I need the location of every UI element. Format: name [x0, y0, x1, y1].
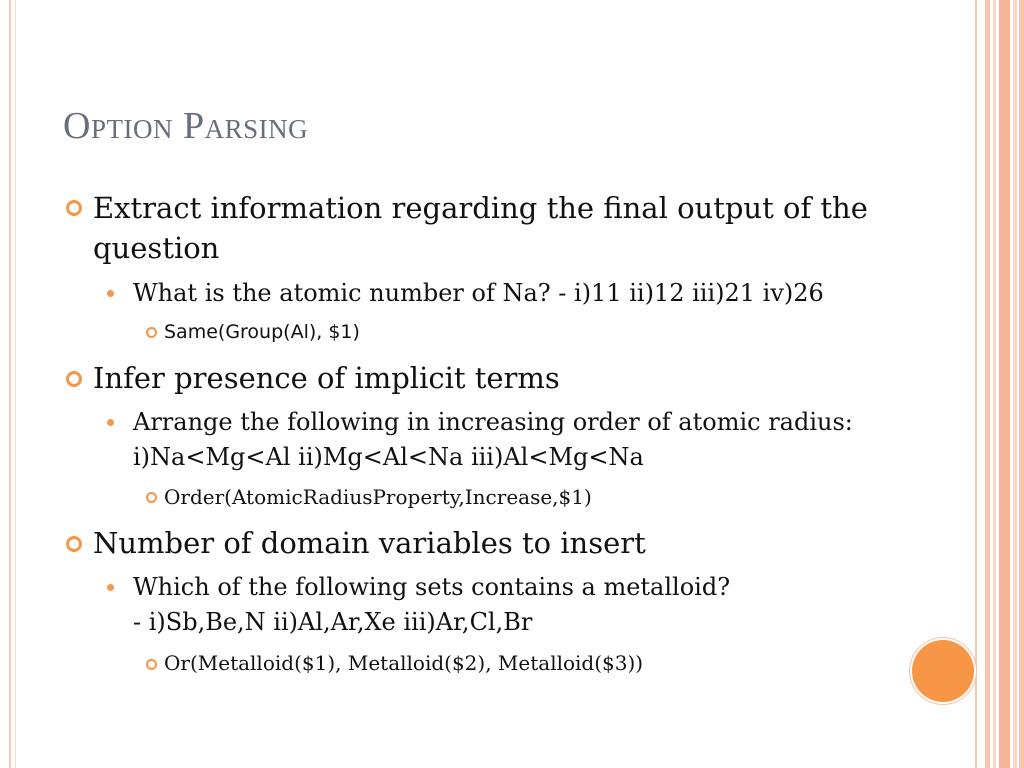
bullet-dot-icon [107, 290, 114, 297]
decorative-circle [912, 640, 974, 702]
bullet-ring-small-icon [146, 492, 157, 503]
right-stripe [999, 0, 1010, 768]
bullet-point-1: Extract information regarding the final output of the question [93, 191, 868, 265]
right-stripe [993, 0, 996, 768]
sub-detail-2: Order(AtomicRadiusProperty,Increase,$1) [164, 485, 592, 509]
bullet-dot-icon [107, 419, 114, 426]
bullet-point-2: Infer presence of implicit terms [93, 361, 560, 395]
bullet-ring-icon [66, 536, 82, 552]
sub-point-2: Arrange the following in increasing order of atomic radius: i)Na<Mg<Al ii)Mg<Al<Na iii)Al<Mg<Na [133, 408, 853, 471]
sub-point-1: What is the atomic number of Na? - i)11 ii)12 iii)21 iv)26 [133, 279, 824, 307]
bullet-ring-icon [66, 371, 82, 387]
left-border-rule-inner [15, 0, 16, 768]
sub-point-3-line-2: - i)Sb,Be,N ii)Al,Ar,Xe iii)Ar,Cl,Br [133, 608, 533, 636]
sub-point-3-line-1: Which of the following sets contains a metalloid? [133, 573, 731, 601]
right-border-rule [975, 0, 977, 768]
sub-detail-1: Same(Group(Al), $1) [164, 321, 360, 343]
left-border-rule [9, 0, 11, 768]
right-stripe [1019, 0, 1024, 768]
right-stripe [985, 0, 990, 768]
bullet-dot-icon [107, 584, 114, 591]
bullet-ring-small-icon [146, 659, 157, 670]
slide-title: Option Parsing [63, 105, 309, 147]
right-stripe [1013, 0, 1017, 768]
sub-detail-3: Or(Metalloid($1), Metalloid($2), Metalloid($3)) [164, 651, 644, 675]
bullet-point-3: Number of domain variables to insert [93, 526, 646, 560]
bullet-ring-small-icon [146, 327, 157, 338]
bullet-ring-icon [66, 200, 82, 216]
